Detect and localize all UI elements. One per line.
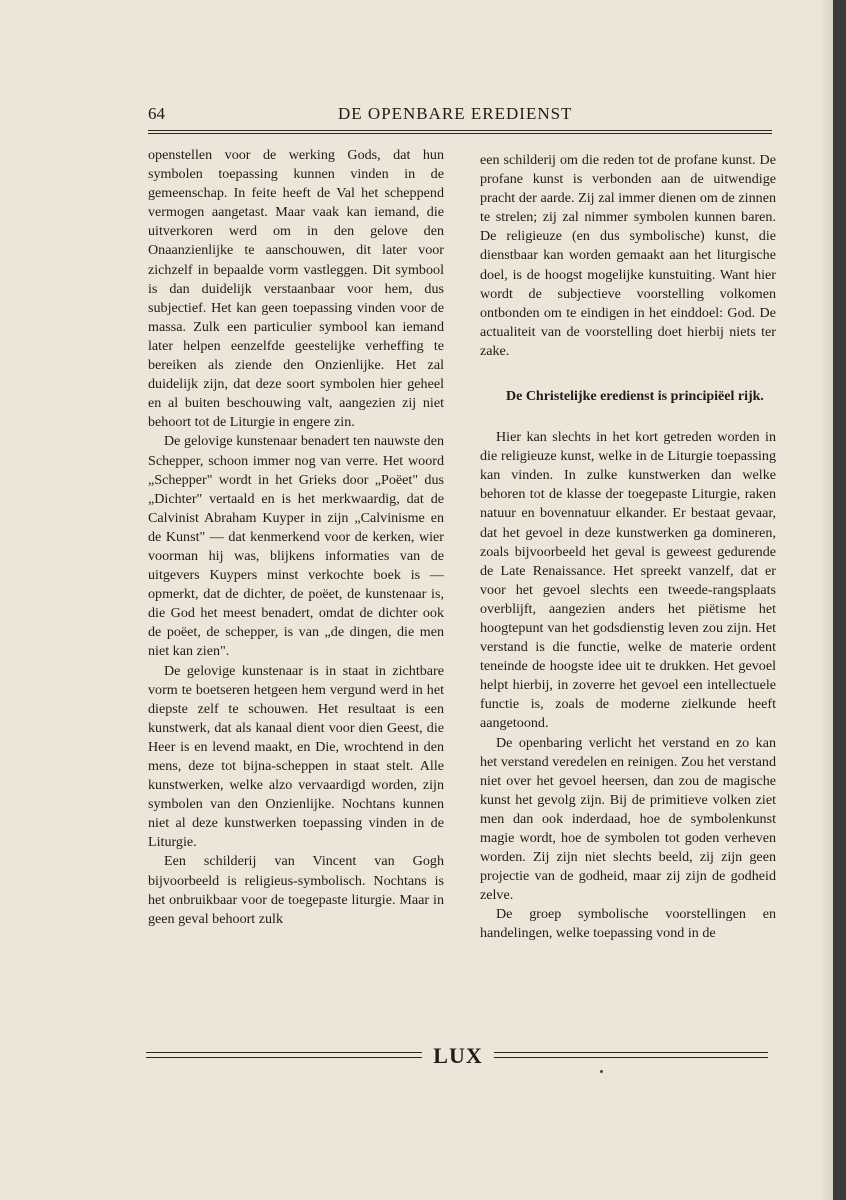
paragraph: De groep symbolische voorstellingen en handelingen, welke toepassing vond in de bbox=[480, 906, 776, 942]
print-speck bbox=[600, 1070, 603, 1073]
paragraph: Een schilderij van Vincent van Gogh bijvoorbeeld is religieus-symbolisch. Nochtans is het onbruikbaar voor de toegepaste liturgie. Maar in geen geval behoort zulk bbox=[148, 853, 444, 927]
footer-rule-right bbox=[494, 1052, 768, 1058]
paragraph: een schilderij om die reden tot de profane kunst. De profane kunst is verbonden aan de uitwendige pracht der aarde. Zij zal immer dienen om de zinnen te strelen; zij zal nimmer symbolen kunnen baren. De religieuze (en dus symbolische) kunst, die dienstbaar kan worden gemaakt aan het liturgische doel, is de hoogst mogelijke kunstuiting. Want hier wordt de subjectieve voorstelling volkomen ontbonden om te eindigen in het einddoel: God. De actualiteit van de voorstelling doet hierbij niets ter zake. bbox=[480, 152, 776, 359]
running-title: DE OPENBARE EREDIENST bbox=[338, 104, 573, 123]
footer-rule-left bbox=[146, 1052, 422, 1058]
left-column bbox=[148, 146, 444, 929]
paragraph: Hier kan slechts in het kort getreden worden in die religieuze kunst, welke in de Liturgie toepassing kan vinden. In zulke kunstwerken dan welke behoren tot de klasse der toegepaste Liturgie, raken natuur en bovennatuur elkander. Er bestaat gevaar, dat het gevoel in deze kunstwerken ga domineren, zoals bijvoorbeeld het geval is geweest gedurende de Late Renaissance. Het spreekt vanzelf, dat er voor het gevoel slechts een tweede-rangsplaats overblijft, aangezien anders het piëtisme het hoogtepunt van het godsdienstig leven zou zijn. Het verstand is die functie, welke de materie ordent teneinde de hoogste idee uit te drukken. Het gevoel helpt hierbij, in zoverre het gevoel een intellectuele functie is, zoals de moderne zielkunde heeft aangetoond. bbox=[480, 429, 776, 732]
paragraph: openstellen voor de werking Gods, dat hun symbolen toepassing kunnen vinden in de gemeenschap. In feite heeft de Val het scheppend vermogen aangetast. Maar vaak kan iemand, die uitverkoren werd om in den gelove den Onaanzienlijke te aanschouwen, dit later voor zichzelf in bepaalde vorm vastleggen. Dit symbool is dan duidelijk verstaanbaar voor hem, dus subjectief. Het kan geen toepassing vinden voor de massa. Zulk een particulier symbool kan iemand later helpen eenzelfde geestelijke verheffing te bereiken als ziende den Onzienlijke. Het zal duidelijk zijn, dat deze soort symbolen hier geheel en al buiten beschouwing valt, aangezien zij niet behoort tot de Liturgie in engere zin. bbox=[148, 147, 444, 431]
lux-logo: LUX bbox=[433, 1043, 483, 1068]
right-column bbox=[480, 151, 776, 944]
paragraph: De openbaring verlicht het verstand en zo kan het verstand veredelen en reinigen. Zou het verstand niet over het gevoel heersen, dan zou de magische kunst het gevolg zijn. Bij de primitieve volken ziet men dan ook inderdaad, hoe de symbolenkunst magie wordt, hoe de symbolen tot goden verheven worden. Zij zijn niet slechts beeld, zij zijn geen projectie van de godheid, maar zij zijn de godheid zelve. bbox=[480, 734, 776, 904]
header-rule bbox=[148, 130, 772, 134]
paragraph: De gelovige kunstenaar is in staat in zichtbare vorm te boetseren hetgeen hem vergund werd in het diepste zelf te schouwen. Het resultaat is een kunstwerk, dat als kanaal dient voor dien Geest, die Heer is en levend maakt, en Die, wrochtend in den mens, deze tot bijna-scheppen in staat stelt. Alle kunstwerken, welke alzo vervaardigd worden, zijn symbolen van den Onzienlijke. Nochtans kunnen niet al deze kunstwerken toepassing vinden in de Liturgie. bbox=[148, 662, 444, 851]
section-heading: De Christelijke eredienst is principiëel rijk. bbox=[506, 389, 764, 405]
page-footer bbox=[146, 1044, 768, 1070]
paragraph: De gelovige kunstenaar benadert ten nauwste den Schepper, schoon immer nog van verre. Het woord „Schepper" wordt in het Grieks door „Poëet" dus „Dichter" vertaald en is het merkwaardig, dat de Calvinist Abraham Kuyper in zijn „Calvinisme en de Kunst" — dat kenmerkend voor de kerken, wier voorman hij was, blijkens informaties van de uitgevers Kuypers minst verkochte boek is — opmerkt, dat de dichter, de poëet, de kunstenaar is, die God het meest benadert, omdat de dichter ook de poëet, de schepper, is van „de dingen, die men niet kan zien". bbox=[148, 433, 444, 660]
scan-background-edge bbox=[833, 0, 846, 1200]
page-header bbox=[148, 104, 772, 128]
page-edge-shading bbox=[820, 0, 833, 1200]
page-number: 64 bbox=[148, 104, 165, 123]
